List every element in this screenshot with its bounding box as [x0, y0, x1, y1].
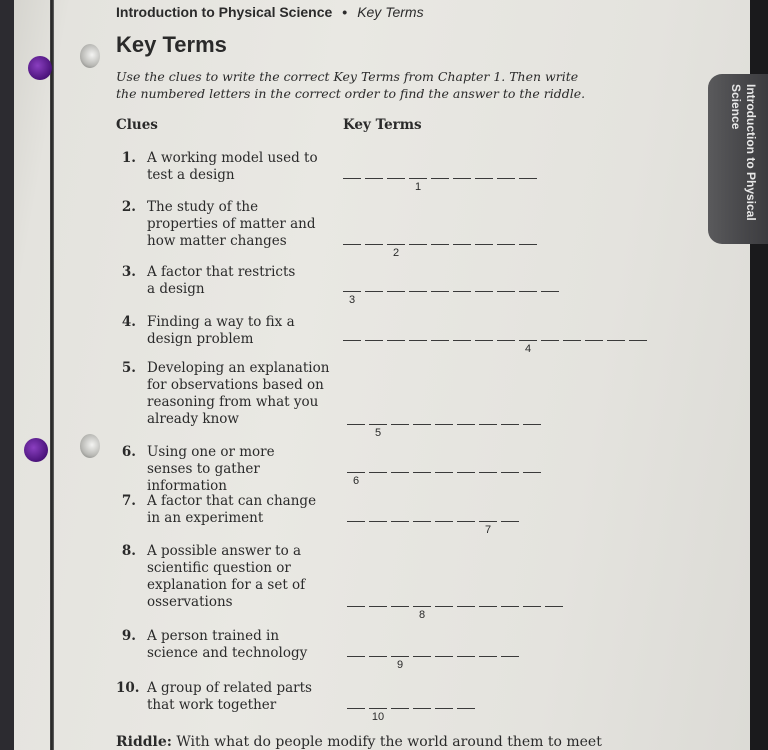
clue-text: Developing an explanation for observations based on reasoning from what you already know [147, 360, 330, 427]
answer-blank[interactable] [453, 244, 471, 245]
riddle [116, 734, 602, 750]
answer-blank[interactable] [519, 178, 537, 179]
grommet-middle [80, 434, 100, 458]
answer-blank[interactable] [457, 424, 475, 425]
clue-number: 5. [121, 360, 136, 376]
riddle-text: With what do people modify the world around them to meet [176, 734, 602, 750]
answer-blank[interactable] [431, 178, 449, 179]
clue-text: The study of the properties of matter and how matter changes [147, 199, 316, 249]
answer-blank[interactable] [347, 656, 365, 657]
answer-blank[interactable] [365, 340, 383, 341]
answer-blank[interactable] [369, 708, 387, 723]
clue-item [116, 314, 356, 348]
answer-blank[interactable] [563, 340, 581, 341]
clue-number: 10. [116, 680, 140, 696]
instructions: Use the clues to write the correct Key Terms from Chapter 1. Then write the numbered letters in the correct order to find the answer to the riddle. [116, 69, 586, 101]
answer-blank[interactable] [409, 178, 427, 193]
answer-blank[interactable] [475, 291, 493, 292]
clue-item [116, 150, 356, 184]
clue-item [116, 628, 356, 662]
answer-blank[interactable] [431, 244, 449, 245]
clue-item [116, 493, 356, 527]
clues-column-header: Clues [116, 117, 158, 133]
answer-blanks[interactable] [347, 656, 519, 671]
answer-blank[interactable] [413, 606, 431, 621]
clue-text: A factor that can change in an experiment [147, 493, 317, 526]
letter-number: 2 [392, 247, 400, 259]
clue-number: 3. [121, 264, 136, 280]
answer-blank[interactable] [519, 291, 537, 292]
answer-blank[interactable] [519, 244, 537, 245]
answer-blank[interactable] [629, 340, 647, 341]
answer-blank[interactable] [501, 521, 519, 522]
answer-blank[interactable] [545, 606, 563, 607]
answer-blank[interactable] [343, 178, 361, 179]
binder-strip [0, 0, 14, 750]
answer-blank[interactable] [501, 472, 519, 473]
answer-blank[interactable] [607, 340, 625, 341]
answer-blank[interactable] [431, 340, 449, 341]
answer-blank[interactable] [365, 291, 383, 292]
clue-text: Finding a way to fix a design problem [147, 314, 295, 347]
answer-blank[interactable] [457, 606, 475, 607]
answer-blank[interactable] [369, 606, 387, 607]
answer-blank[interactable] [479, 656, 497, 657]
answer-blank[interactable] [501, 424, 519, 425]
answer-blank[interactable] [479, 606, 497, 607]
letter-number: 1 [414, 181, 422, 193]
clue-text: A person trained in science and technology [147, 628, 308, 661]
book-title: Introduction to Physical Science [116, 4, 333, 20]
answer-blank[interactable] [497, 291, 515, 292]
answer-blanks[interactable] [347, 606, 563, 621]
clue-number: 9. [121, 628, 136, 644]
answer-blank[interactable] [369, 424, 387, 439]
answer-blank[interactable] [457, 472, 475, 473]
clue-number: 2. [121, 199, 136, 215]
answer-blank[interactable] [369, 521, 387, 522]
answer-blank[interactable] [365, 178, 383, 179]
clue-number: 4. [121, 314, 136, 330]
clue-number: 1. [121, 150, 136, 166]
answer-blank[interactable] [347, 472, 365, 487]
page-title: Key Terms [116, 32, 227, 57]
clue-text: Using one or more senses to gather information [147, 444, 275, 494]
answer-blank[interactable] [413, 472, 431, 473]
answer-blank[interactable] [457, 656, 475, 657]
answer-blank[interactable] [479, 424, 497, 425]
clue-text: A group of related parts that work together [147, 680, 312, 713]
answer-blanks[interactable] [343, 244, 537, 259]
clue-text: A factor that restricts a design [147, 264, 296, 297]
answer-blank[interactable] [369, 472, 387, 473]
answer-blank[interactable] [497, 340, 515, 341]
answer-blank[interactable] [347, 708, 365, 709]
answer-blank[interactable] [409, 340, 427, 341]
answer-blank[interactable] [435, 472, 453, 473]
clue-item [116, 680, 356, 714]
answer-blank[interactable] [541, 340, 559, 341]
binder-hole-middle [24, 438, 48, 462]
answer-blank[interactable] [391, 606, 409, 607]
answer-blank[interactable] [387, 178, 405, 179]
clue-item [116, 360, 356, 428]
grommet-top [80, 44, 100, 68]
answer-blanks[interactable] [347, 472, 541, 487]
letter-number: 3 [348, 294, 356, 306]
answer-blank[interactable] [457, 521, 475, 522]
section-title: Key Terms [357, 4, 424, 20]
page-header [116, 4, 424, 20]
answer-blank[interactable] [413, 424, 431, 425]
answer-blank[interactable] [479, 472, 497, 473]
answer-blank[interactable] [497, 178, 515, 179]
letter-number: 10 [371, 711, 385, 723]
answer-blank[interactable] [475, 244, 493, 245]
answer-blank[interactable] [387, 340, 405, 341]
answer-blanks[interactable] [343, 178, 537, 193]
page-edge [50, 0, 54, 750]
answer-blank[interactable] [501, 606, 519, 607]
answer-blank[interactable] [387, 244, 405, 259]
answer-blank[interactable] [475, 178, 493, 179]
answer-blank[interactable] [541, 291, 559, 292]
answer-blank[interactable] [523, 606, 541, 607]
clue-number: 6. [121, 444, 136, 460]
answer-blank[interactable] [497, 244, 515, 245]
clue-number: 7. [121, 493, 136, 509]
answer-blank[interactable] [435, 606, 453, 607]
answer-blank[interactable] [409, 244, 427, 245]
answer-blank[interactable] [413, 656, 431, 657]
clue-item [116, 199, 356, 250]
letter-number: 5 [374, 427, 382, 439]
key-terms-column-header: Key Terms [343, 117, 422, 133]
side-tab-label: Introduction to Physical Science [729, 84, 758, 221]
clue-item [116, 264, 356, 298]
answer-blank[interactable] [523, 472, 541, 473]
answer-blank[interactable] [391, 424, 409, 425]
answer-blank[interactable] [391, 521, 409, 522]
answer-blank[interactable] [453, 291, 471, 292]
answer-blank[interactable] [343, 244, 361, 245]
chapter-side-tab [708, 74, 768, 244]
answer-blank[interactable] [475, 340, 493, 341]
answer-blank[interactable] [585, 340, 603, 341]
answer-blank[interactable] [457, 708, 475, 709]
answer-blank[interactable] [347, 606, 365, 607]
clue-number: 8. [121, 543, 136, 559]
answer-blank[interactable] [347, 521, 365, 522]
answer-blanks[interactable] [343, 291, 559, 306]
clue-text: A possible answer to a scientific question or explanation for a set of osservations [147, 543, 306, 610]
answer-blank[interactable] [343, 291, 361, 306]
letter-number: 7 [484, 524, 492, 536]
answer-blank[interactable] [413, 521, 431, 522]
answer-blank[interactable] [431, 291, 449, 292]
letter-number: 9 [396, 659, 404, 671]
answer-blank[interactable] [413, 708, 431, 709]
answer-blank[interactable] [365, 244, 383, 245]
answer-blank[interactable] [435, 521, 453, 522]
answer-blank[interactable] [523, 424, 541, 425]
binder-hole-top [28, 56, 52, 80]
clue-item [116, 543, 356, 611]
letter-number: 8 [418, 609, 426, 621]
answer-blank[interactable] [387, 291, 405, 292]
answer-blank[interactable] [501, 656, 519, 657]
clue-text: A working model used to test a design [147, 150, 318, 183]
answer-blank[interactable] [435, 424, 453, 425]
header-separator: • [342, 4, 348, 20]
answer-blank[interactable] [391, 708, 409, 709]
answer-blanks[interactable] [347, 708, 475, 723]
answer-blank[interactable] [435, 708, 453, 709]
letter-number: 6 [352, 475, 360, 487]
answer-blank[interactable] [479, 521, 497, 536]
answer-blank[interactable] [343, 340, 361, 341]
riddle-label: Riddle: [116, 734, 172, 750]
answer-blank[interactable] [435, 656, 453, 657]
answer-blanks[interactable] [343, 340, 647, 355]
answer-blank[interactable] [391, 472, 409, 473]
answer-blanks[interactable] [347, 521, 519, 536]
answer-blank[interactable] [391, 656, 409, 671]
answer-blank[interactable] [453, 178, 471, 179]
answer-blank[interactable] [519, 340, 537, 355]
answer-blank[interactable] [369, 656, 387, 657]
answer-blank[interactable] [453, 340, 471, 341]
clue-item [116, 444, 356, 495]
letter-number: 4 [524, 343, 532, 355]
answer-blank[interactable] [347, 424, 365, 425]
answer-blanks[interactable] [347, 424, 541, 439]
answer-blank[interactable] [409, 291, 427, 292]
